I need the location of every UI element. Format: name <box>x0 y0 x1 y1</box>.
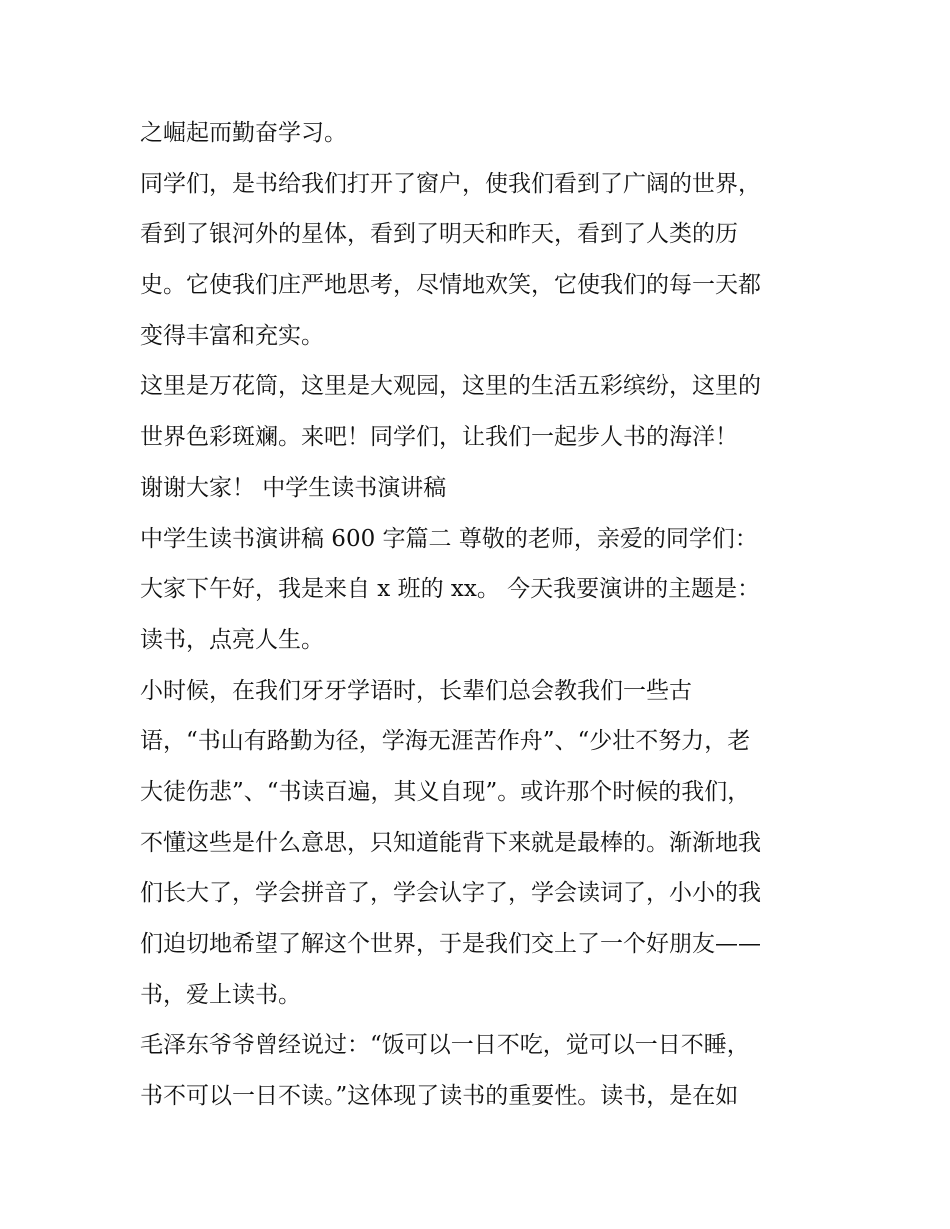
text-line: 同学们，是书给我们打开了窗户，使我们看到了广阔的世界， <box>140 170 761 197</box>
text-line: 不懂这些是什么意思，只知道能背下来就是最棒的。渐渐地我 <box>140 829 761 856</box>
text-line: 史。它使我们庄严地思考，尽情地欢笑，它使我们的每一天都 <box>140 272 761 299</box>
text-line: 们迫切地希望了解这个世界，于是我们交上了一个好朋友—— <box>140 931 761 957</box>
body-text <box>140 108 820 1122</box>
text-line: 毛泽东爷爷曾经说过：“饭可以一日不吃，觉可以一日不睡， <box>140 1032 750 1059</box>
text-line: 书不可以一日不读。”这体现了读书的重要性。读书，是在如 <box>140 1083 739 1110</box>
text-line: 大徒伤悲”、“书读百遍，其义自现”。或许那个时候的我们， <box>140 778 751 805</box>
text-line: 小时候，在我们牙牙学语时，长辈们总会教我们一些古 <box>140 677 692 704</box>
text-line: 们长大了，学会拼音了，学会认字了，学会读词了，小小的我 <box>140 880 761 907</box>
text-line: 读书，点亮人生。 <box>140 626 324 653</box>
text-line: 大家下午好，我是来自 x 班的 xx。 今天我要演讲的主题是： <box>140 576 761 603</box>
text-line: 之崛起而勤奋学习。 <box>140 120 347 146</box>
text-line: 这里是万花筒，这里是大观园，这里的生活五彩缤纷，这里的 <box>140 373 761 400</box>
text-line: 谢谢大家！ 中学生读书演讲稿 <box>140 474 447 501</box>
text-line: 语，“书山有路勤为径，学海无涯苦作舟”、“少壮不努力，老 <box>140 728 751 755</box>
text-line: 变得丰富和充实。 <box>140 322 324 349</box>
text-line: 中学生读书演讲稿 600 字篇二 尊敬的老师，亲爱的同学们： <box>140 525 758 552</box>
text-line: 看到了银河外的星体，看到了明天和昨天，看到了人类的历 <box>140 221 738 248</box>
text-line: 书，爱上读书。 <box>140 981 301 1008</box>
text-line: 世界色彩斑斓。来吧！同学们，让我们一起步人书的海洋！ <box>140 424 738 451</box>
